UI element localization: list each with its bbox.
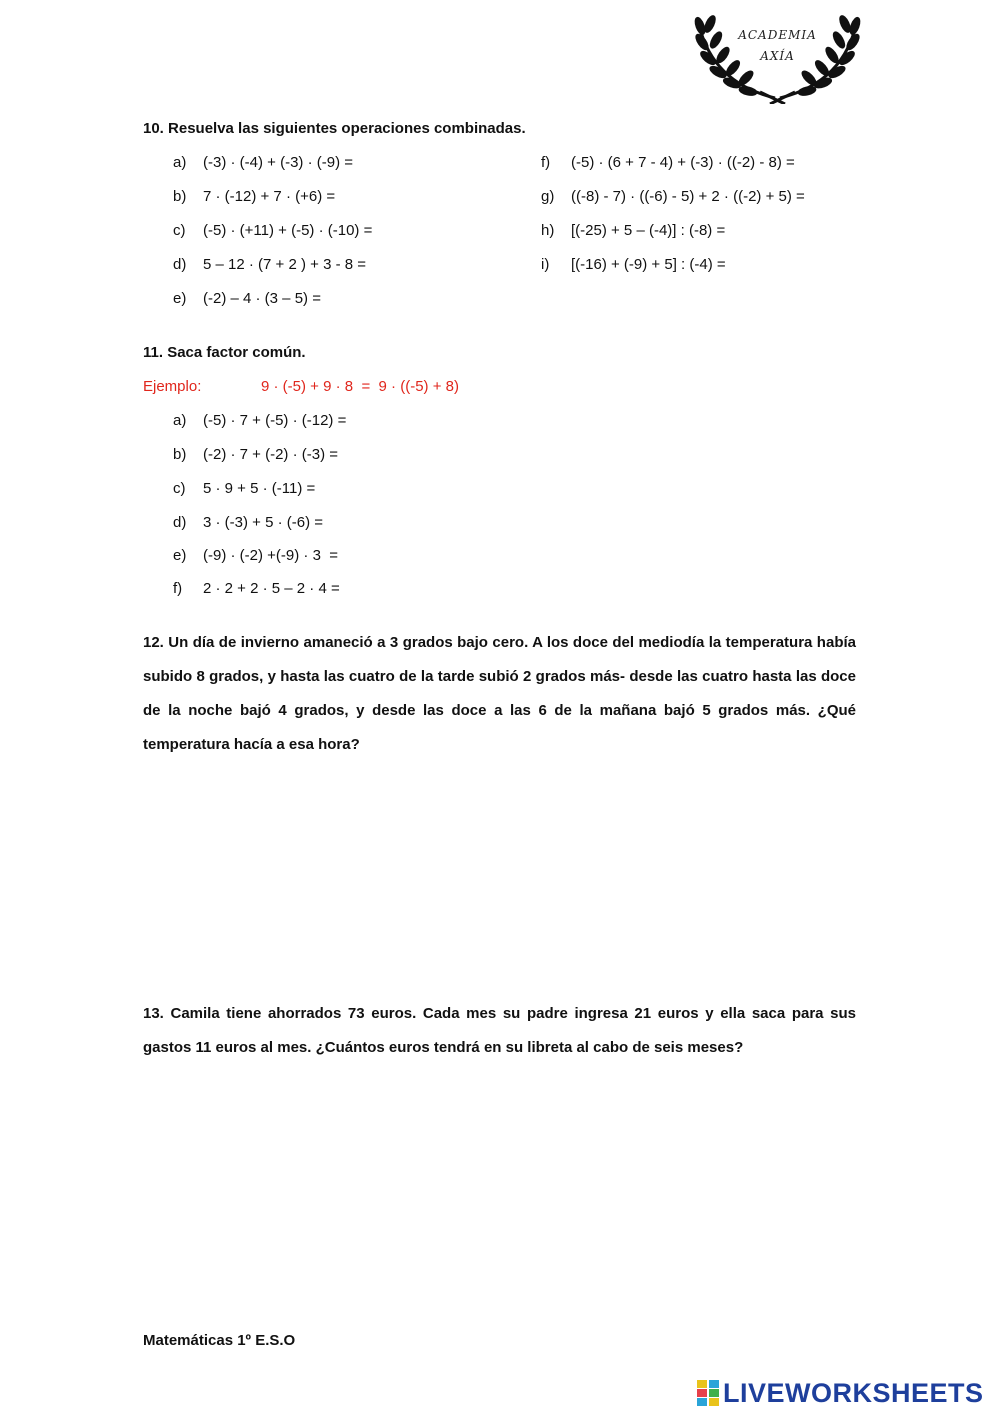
exercise-10-item-f: f) (-5) · (6 + 7 - 4) + (-3) · ((-2) - 8) =: [541, 154, 795, 171]
exercise-11-item-b: b) (-2) · 7 + (-2) · (-3) =: [173, 446, 339, 463]
example-label: Ejemplo:: [143, 378, 202, 395]
exercise-10-title: 10. Resuelva las siguientes operaciones combinadas.: [143, 120, 526, 137]
exercise-10-item-c: c) (-5) · (+11) + (-5) · (-10) =: [173, 222, 373, 239]
liveworksheets-logo[interactable]: [697, 1377, 984, 1409]
exercise-11-title: 11. Saca factor común.: [143, 344, 306, 361]
logo-line-1: ACADEMIA: [738, 28, 817, 42]
exercise-12-text: 12. Un día de invierno amaneció a 3 grados bajo cero. A los doce del mediodía la temperatura había subido 8 grados, y hasta las cuatro de la tarde subió 2 grados más- desde las cuatro hasta las doce de la noche bajó 4 grados, y desde las doce a las 6 de la mañana bajó 5 grados más. ¿Qué temperatura hacía a esa hora?: [143, 634, 856, 753]
liveworksheets-mark-icon: [697, 1380, 719, 1406]
exercise-10-item-i: i) [(-16) + (-9) + 5] : (-4) =: [541, 256, 726, 273]
exercise-11-item-d: d) 3 · (-3) + 5 · (-6) =: [173, 514, 324, 531]
academia-axia-logo: [690, 12, 865, 104]
logo-line-2: AXÍA: [760, 49, 795, 63]
exercise-10-item-e: e) (-2) – 4 · (3 – 5) =: [173, 290, 321, 307]
exercise-10-item-d: d) 5 – 12 · (7 + 2 ) + 3 - 8 =: [173, 256, 367, 273]
exercise-11-item-f: f) 2 · 2 + 2 · 5 – 2 · 4 =: [173, 580, 340, 597]
exercise-10-item-b: b) 7 · (-12) + 7 · (+6) =: [173, 188, 336, 205]
example-expression: 9 · (-5) + 9 · 8 = 9 · ((-5) + 8): [261, 378, 459, 395]
footer-course: Matemáticas 1º E.S.O: [143, 1332, 296, 1349]
exercise-13-text: 13. Camila tiene ahorrados 73 euros. Cada mes su padre ingresa 21 euros y ella saca para sus gastos 11 euros al mes. ¿Cuántos euros tendrá en su libreta al cabo de seis meses?: [143, 1005, 856, 1056]
exercise-11-item-e: e) (-9) · (-2) +(-9) · 3 =: [173, 547, 339, 564]
exercise-11-item-a: a) (-5) · 7 + (-5) · (-12) =: [173, 412, 347, 429]
exercise-10-item-a: a) (-3) · (-4) + (-3) · (-9) =: [173, 154, 353, 171]
liveworksheets-wordmark: LIVEWORKSHEETS: [723, 1377, 984, 1408]
exercise-10-item-h: h) [(-25) + 5 – (-4)] : (-8) =: [541, 222, 726, 239]
exercise-11-item-c: c) 5 · 9 + 5 · (-11) =: [173, 480, 316, 497]
exercise-10-item-g: g) ((-8) - 7) · ((-6) - 5) + 2 · ((-2) + 5) =: [541, 188, 805, 205]
